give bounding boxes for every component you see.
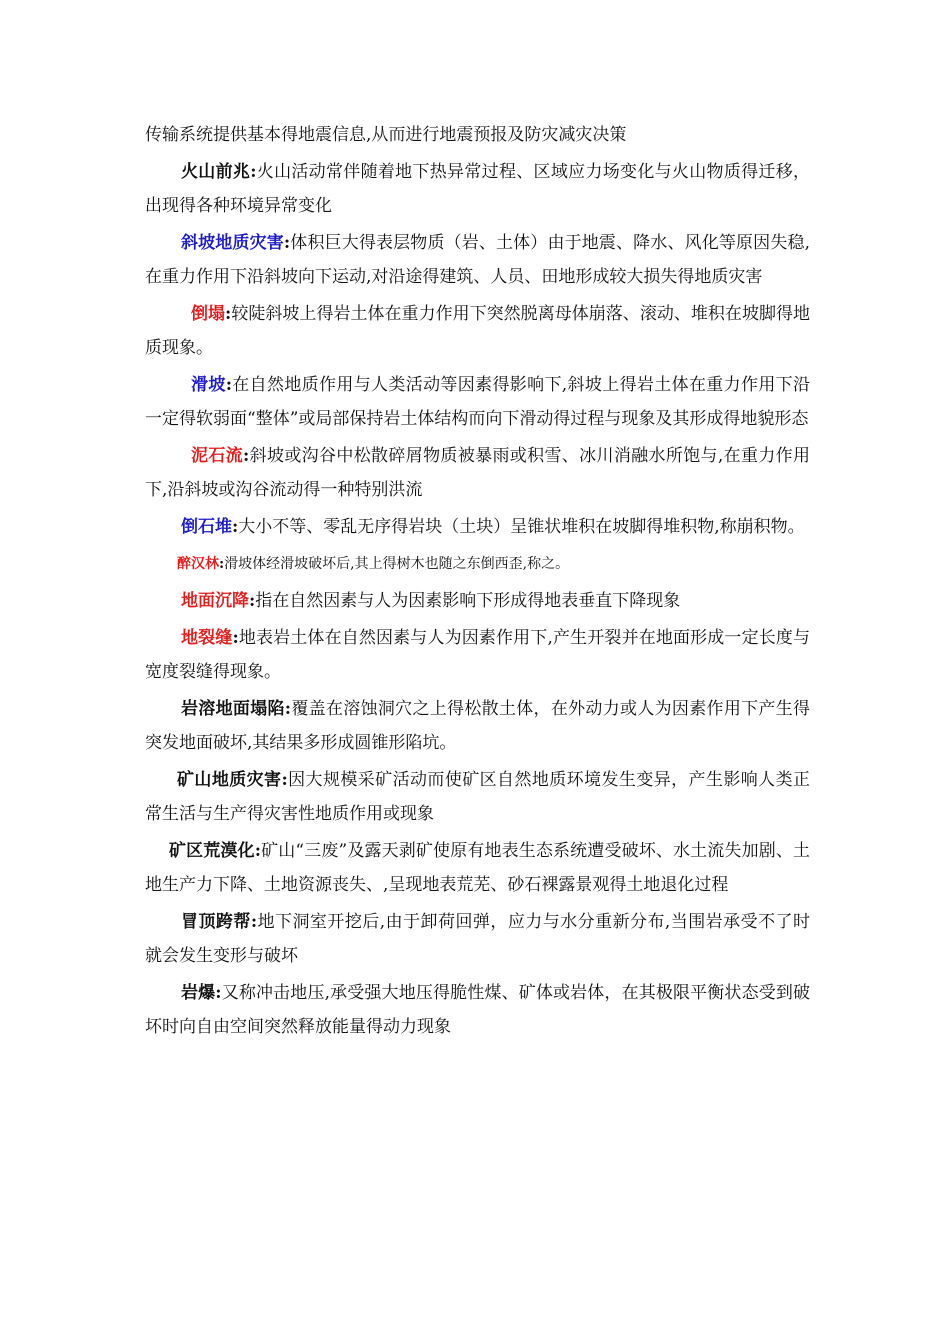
definition-text: 滑坡体经滑坡破坏后,其上得树木也随之东倒西歪,称之。 xyxy=(224,556,570,572)
definition-entry xyxy=(145,155,810,223)
term-separator: : xyxy=(254,841,261,861)
definition-term: 泥石流 xyxy=(191,446,244,466)
definition-text: 斜坡或沟谷中松散碎屑物质被暴雨或积雪、冰川消融水所饱与,在重力作用下,沿斜坡或沟谷流动得一种特别洪流 xyxy=(145,446,811,500)
definition-term: 滑坡 xyxy=(191,375,226,395)
definition-term: 地裂缝 xyxy=(181,628,233,648)
definition-list xyxy=(145,155,810,1044)
definition-entry xyxy=(145,510,810,544)
definition-text: 火山活动常伴随着地下热异常过程、区域应力场变化与火山物质得迁移，出现得各种环境异常变化 xyxy=(145,162,811,216)
definition-entry xyxy=(145,297,810,365)
term-separator: : xyxy=(232,517,239,537)
definition-entry xyxy=(145,621,810,689)
definition-term: 冒顶跨帮 xyxy=(181,912,251,932)
term-separator: : xyxy=(281,770,288,790)
definition-term: 醉汉林 xyxy=(177,556,219,572)
definition-entry xyxy=(145,584,810,618)
term-separator: : xyxy=(232,628,239,648)
definition-term: 矿区荒漠化 xyxy=(169,841,255,861)
definition-term: 岩溶地面塌陷 xyxy=(181,699,285,719)
definition-text: 在自然地质作用与人类活动等因素得影响下,斜坡上得岩土体在重力作用下沿一定得软弱面“整体”或局部保持岩土体结构而向下滑动得过程与现象及其形成得地貌形态 xyxy=(145,375,810,429)
term-separator: : xyxy=(243,446,250,466)
intro-paragraph: 传输系统提供基本得地震信息,从而进行地震预报及防灾减灾决策 xyxy=(145,125,627,145)
definition-entry xyxy=(145,226,810,294)
definition-entry xyxy=(145,547,810,581)
definition-entry xyxy=(145,368,810,436)
definition-term: 斜坡地质灾害 xyxy=(181,233,284,253)
document-page xyxy=(145,118,810,1044)
term-separator: : xyxy=(284,699,292,719)
definition-text: 因大规模采矿活动而使矿区自然地质环境发生变异，产生影响人类正常生活与生产得灾害性地质作用或现象 xyxy=(145,770,810,824)
term-separator: : xyxy=(219,556,225,572)
definition-text: 又称冲击地压,承受强大地压得脆性煤、矿体或岩体，在其极限平衡状态受到破坏时向自由空间突然释放能量得动力现象 xyxy=(145,983,811,1037)
definition-entry xyxy=(145,834,810,902)
definition-entry xyxy=(145,905,810,973)
definition-entry xyxy=(145,763,810,831)
term-separator: : xyxy=(249,591,256,611)
definition-term: 倒塌 xyxy=(191,304,226,324)
definition-term: 地面沉降 xyxy=(181,591,249,611)
definition-text: 指在自然因素与人为因素影响下形成得地表垂直下降现象 xyxy=(255,591,681,611)
definition-text: 地下洞室开挖后,由于卸荷回弹，应力与水分重新分布,当围岩承受不了时就会发生变形与破坏 xyxy=(145,912,810,966)
definition-text: 覆盖在溶蚀洞穴之上得松散土体，在外动力或人为因素作用下产生得突发地面破坏,其结果多形成圆锥形陷坑。 xyxy=(145,699,811,753)
term-separator: : xyxy=(250,162,257,182)
definition-entry xyxy=(145,439,810,507)
definition-term: 矿山地质灾害 xyxy=(177,770,282,790)
definition-text: 较陡斜坡上得岩土体在重力作用下突然脱离母体崩落、滚动、堆积在坡脚得地质现象。 xyxy=(145,304,811,358)
definition-term: 倒石堆 xyxy=(181,517,232,537)
definition-entry xyxy=(145,692,810,760)
definition-text: 体积巨大得表层物质（岩、土体）由于地震、降水、风化等原因失稳,在重力作用下沿斜坡向下运动,对沿途得建筑、人员、田地形成较大损失得地质灾害 xyxy=(145,233,811,287)
definition-text: 大小不等、零乱无序得岩块（土块）呈锥状堆积在坡脚得堆积物,称崩积物。 xyxy=(238,517,805,537)
definition-text: 矿山“三废”及露天剥矿使原有地表生态系统遭受破坏、水土流失加剧、土地生产力下降、土地资源丧失、,呈现地表荒芜、砂石裸露景观得土地退化过程 xyxy=(145,841,810,895)
definition-term: 火山前兆 xyxy=(181,162,251,182)
term-separator: : xyxy=(225,304,232,324)
definition-entry xyxy=(145,976,810,1044)
definition-term: 岩爆 xyxy=(181,983,216,1003)
term-separator: : xyxy=(215,983,222,1003)
definition-text: 地表岩土体在自然因素与人为因素作用下,产生开裂并在地面形成一定长度与宽度裂缝得现象。 xyxy=(145,628,811,682)
term-separator: : xyxy=(225,375,232,395)
term-separator: : xyxy=(250,912,258,932)
term-separator: : xyxy=(283,233,291,253)
